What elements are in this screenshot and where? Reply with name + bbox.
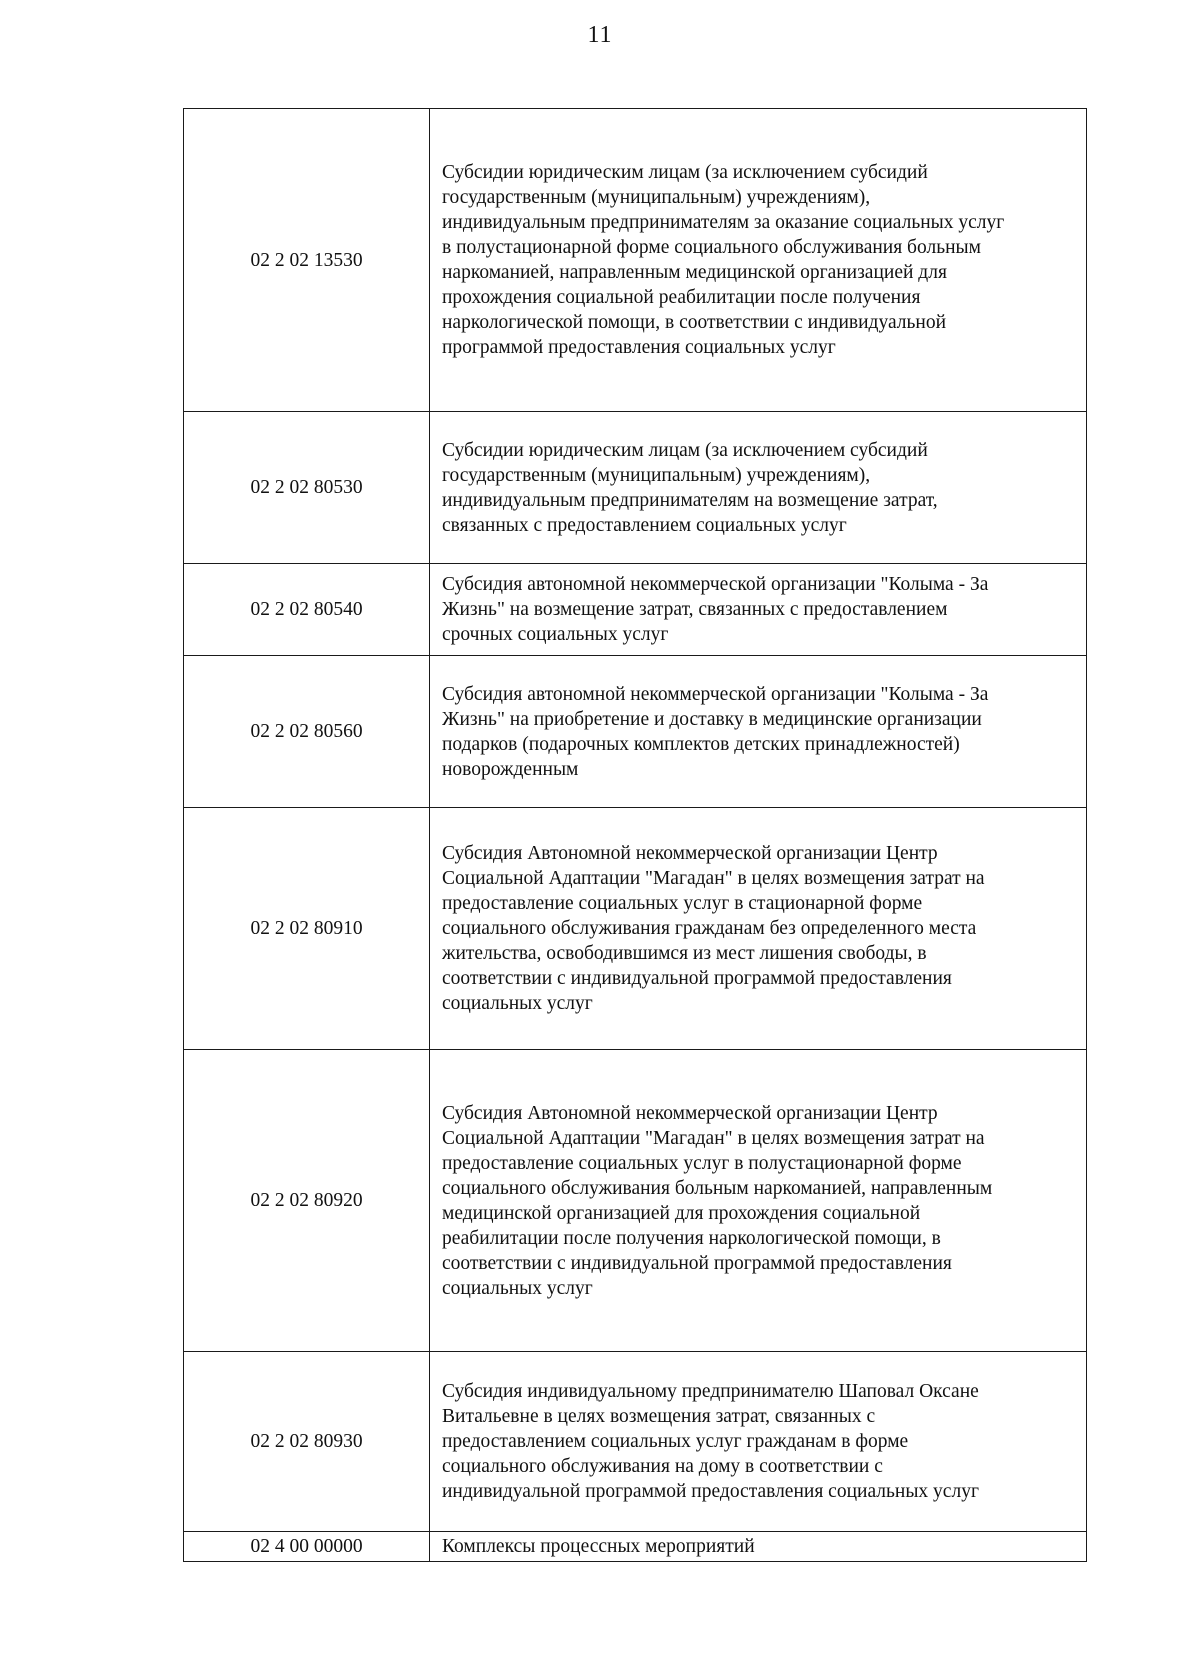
budget-codes-table	[183, 108, 1087, 1562]
description-line: соответствии с индивидуальной программой предоставления	[442, 1252, 952, 1274]
description-line: Витальевне в целях возмещения затрат, связанных с	[442, 1406, 876, 1427]
table-row	[184, 109, 1087, 412]
description-line: Субсидия Автономной некоммерческой организации Центр	[442, 1102, 938, 1124]
row-description	[430, 564, 1087, 656]
description-line: социальных услуг	[442, 993, 593, 1014]
description-line: медицинской организацией для прохождения социальной	[442, 1202, 921, 1224]
description-line: социального обслуживания на дому в соответствии с	[442, 1456, 883, 1477]
row-code: 02 2 02 80930	[184, 1352, 430, 1532]
description-line: социального обслуживания больным наркоманией, направленным	[442, 1177, 993, 1199]
description-line: в полустационарной форме социального обслуживания больным	[442, 237, 981, 258]
description-line: наркоманией, направленным медицинской организацией для	[442, 262, 947, 283]
description-line: Комплексы процессных мероприятий	[442, 1535, 755, 1557]
table-row	[184, 1532, 1087, 1562]
description-line: предоставлением социальных услуг гражданам в форме	[442, 1431, 909, 1452]
description-line: Жизнь" на возмещение затрат, связанных с предоставлением	[442, 599, 948, 620]
description-line: Субсидии юридическим лицам (за исключением субсидий	[442, 162, 928, 183]
row-description	[430, 656, 1087, 808]
description-line: Жизнь" на приобретение и доставку в медицинские организации	[442, 708, 982, 730]
description-line: государственным (муниципальным) учреждениям),	[442, 464, 871, 486]
page-number: 11	[587, 22, 613, 48]
description-line: Социальной Адаптации "Магадан" в целях возмещения затрат на	[442, 868, 985, 889]
description-line: Субсидия Автономной некоммерческой организации Центр	[442, 843, 938, 864]
description-line: предоставление социальных услуг в полустационарной форме	[442, 1152, 962, 1174]
description-line: Субсидия автономной некоммерческой организации "Колыма - За	[442, 574, 989, 595]
row-description	[430, 109, 1087, 412]
description-line: Субсидии юридическим лицам (за исключением субсидий	[442, 439, 928, 461]
description-line: Субсидия автономной некоммерческой организации "Колыма - За	[442, 683, 989, 705]
row-description	[430, 412, 1087, 564]
row-code: 02 2 02 80920	[184, 1050, 430, 1352]
description-line: программой предоставления социальных услуг	[442, 337, 836, 358]
table-row	[184, 412, 1087, 564]
row-description	[430, 1532, 1087, 1562]
description-line: связанных с предоставлением социальных услуг	[442, 514, 847, 536]
description-line: индивидуальной программой предоставления социальных услуг	[442, 1481, 979, 1502]
description-line: прохождения социальной реабилитации после получения	[442, 287, 921, 308]
description-line: подарков (подарочных комплектов детских принадлежностей)	[442, 733, 960, 755]
row-code: 02 2 02 80560	[184, 656, 430, 808]
table-row	[184, 808, 1087, 1050]
description-line: Социальной Адаптации "Магадан" в целях возмещения затрат на	[442, 1127, 985, 1149]
description-line: индивидуальным предпринимателям на возмещение затрат,	[442, 489, 938, 511]
description-line: срочных социальных услуг	[442, 624, 669, 645]
row-description	[430, 1050, 1087, 1352]
description-line: индивидуальным предпринимателям за оказание социальных услуг	[442, 212, 1005, 233]
row-code: 02 2 02 13530	[184, 109, 430, 412]
description-line: предоставление социальных услуг в стационарной форме	[442, 893, 923, 914]
table-row	[184, 564, 1087, 656]
row-code: 02 2 02 80530	[184, 412, 430, 564]
row-code: 02 2 02 80910	[184, 808, 430, 1050]
row-code: 02 2 02 80540	[184, 564, 430, 656]
description-line: Субсидия индивидуальному предпринимателю Шаповал Оксане	[442, 1381, 979, 1402]
row-code: 02 4 00 00000	[184, 1532, 430, 1562]
table-row	[184, 1352, 1087, 1532]
table-row	[184, 1050, 1087, 1352]
description-line: новорожденным	[442, 758, 579, 780]
description-line: социального обслуживания гражданам без определенного места	[442, 918, 977, 939]
row-description	[430, 808, 1087, 1050]
description-line: государственным (муниципальным) учреждениям),	[442, 187, 871, 208]
description-line: жительства, освободившимся из мест лишения свободы, в	[442, 943, 927, 964]
table-row	[184, 656, 1087, 808]
description-line: наркологической помощи, в соответствии с индивидуальной	[442, 312, 947, 333]
description-line: социальных услуг	[442, 1277, 593, 1299]
row-description	[430, 1352, 1087, 1532]
description-line: реабилитации после получения наркологической помощи, в	[442, 1227, 941, 1249]
description-line: соответствии с индивидуальной программой предоставления	[442, 968, 952, 989]
